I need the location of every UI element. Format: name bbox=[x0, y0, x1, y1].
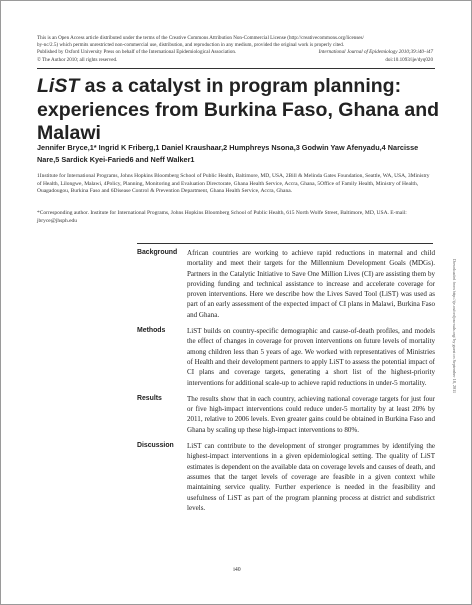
title-lead: LiST bbox=[37, 75, 80, 97]
section-text: The results show that in each country, achieving national coverage targets for just four or five high-impact interventions could reduce under-5 mortality by at least 20% by 2011, relative to 2006 levels. Even greater gains could be obtained in Burkina Faso and Ghana by scaling up these high-impact interventions to 80%. bbox=[187, 394, 435, 434]
section-text: LiST can contribute to the development of stronger programmes by identifying the highest-impact interventions in a given epidemiological setting. The quality of LiST estimates is dependent on the available data on coverage levels and causes of death, and assumes that the target levels of coverage are feasible in a given context while maintaining service quality. Further experience is needed in the feasibility and usefulness of LiST as part of the program planning process at district and subdistrict levels. bbox=[187, 442, 435, 512]
publisher-text: Published by Oxford University Press on behalf of the International Epidemiological Association. bbox=[37, 49, 237, 56]
section-text: LiST builds on country-specific demographic and cause-of-death profiles, and models the effect of changes in coverage for proven interventions on future levels of mortality among children less than 5 years of age. We worked with representatives of Ministries of Health and their development partners to apply LiST to assess the potential impact of CI plans and coverage targets, generating a short list of the highest-priority interventions for additional scale-up to achieve rapid reductions in under-5 mortality. bbox=[187, 327, 436, 387]
copyright-row bbox=[37, 57, 433, 64]
title-rest: as a catalyst in program planning: experiences from Burkina Faso, Ghana and Malawi bbox=[37, 75, 440, 144]
abstract-divider bbox=[137, 243, 433, 244]
abstract-section-discussion bbox=[137, 441, 435, 513]
header-divider bbox=[37, 68, 435, 69]
section-text: African countries are working to achieve rapid reductions in maternal and child mortality and meet their targets for the Millennium Development Goals (MDGs). Partners in the Catalytic Initiative to Save One Million Lives (CI) are assisting them by providing funding and technical assistance to increase and accelerate coverage for proven interventions. Here we describe how the Lives Saved Tool (LiST) was used as part of an early assessment of the expected impact of CI plans in Malawi, Burkina Faso and Ghana. bbox=[187, 249, 435, 319]
abstract-section-results bbox=[137, 394, 435, 435]
publisher-row bbox=[37, 49, 433, 56]
copyright-text: © The Author 2010; all rights reserved. bbox=[37, 56, 118, 63]
license-block bbox=[37, 35, 433, 64]
doi: doi:10.1093/ije/dyq020 bbox=[385, 56, 433, 63]
section-label: Discussion bbox=[137, 442, 174, 450]
abstract-section-methods bbox=[137, 326, 435, 388]
page-number: i40 bbox=[233, 567, 241, 573]
abstract-section-background bbox=[137, 248, 435, 320]
journal-citation: International Journal of Epidemiology 2010;39:i40–i47 bbox=[318, 49, 433, 56]
abstract bbox=[137, 248, 435, 519]
affiliations: 1Institute for International Programs, Johns Hopkins Bloomberg School of Public Health, Baltimore, MD, USA, 2Bill & Melinda Gates Foundation, Seattle, WA, USA, 3Ministry of Health, Lilongwe, Malawi, 4Policy, Planning, Monitoring and Evaluation Directorate, Ghana Health Service, Accra, Ghana, 5Office of Family Health, Ministry of Health, Ouagadougou, Burkina Faso and 6Disease Control & Prevention Department, Ghana Health Service, Accra, Ghana. bbox=[37, 173, 430, 195]
author-list: Jennifer Bryce,1* Ingrid K Friberg,1 Daniel Kraushaar,2 Humphreys Nsona,3 Godwin Yaw Afenyadu,4 Narcisse Nare,5 Sardick Kyei-Faried6 and Neff Walker1 bbox=[37, 143, 419, 164]
corresponding-author: *Corresponding author. Institute for International Programs, Johns Hopkins Bloomberg School of Public Health, 615 North Wolfe Street, Baltimore, MD, USA. E-mail: jbryce@jhsph.edu bbox=[37, 210, 407, 224]
license-line-1: This is an Open Access article distributed under the terms of the Creative Commons Attribution Non-Commercial License (http://creativecommons.org/licenses/ bbox=[37, 35, 364, 41]
section-label: Methods bbox=[137, 327, 166, 335]
section-label: Results bbox=[137, 394, 162, 402]
download-watermark: Downloaded from http://ije.oxfordjournals.org/ by guest on September 18, 2011 bbox=[452, 259, 457, 394]
article-title bbox=[37, 75, 447, 146]
license-line-2: by-nc/2.5) which permits unrestricted non-commercial use, distribution, and reproduction in any medium, provided the original work is properly cited. bbox=[37, 42, 345, 49]
section-label: Background bbox=[137, 249, 178, 256]
